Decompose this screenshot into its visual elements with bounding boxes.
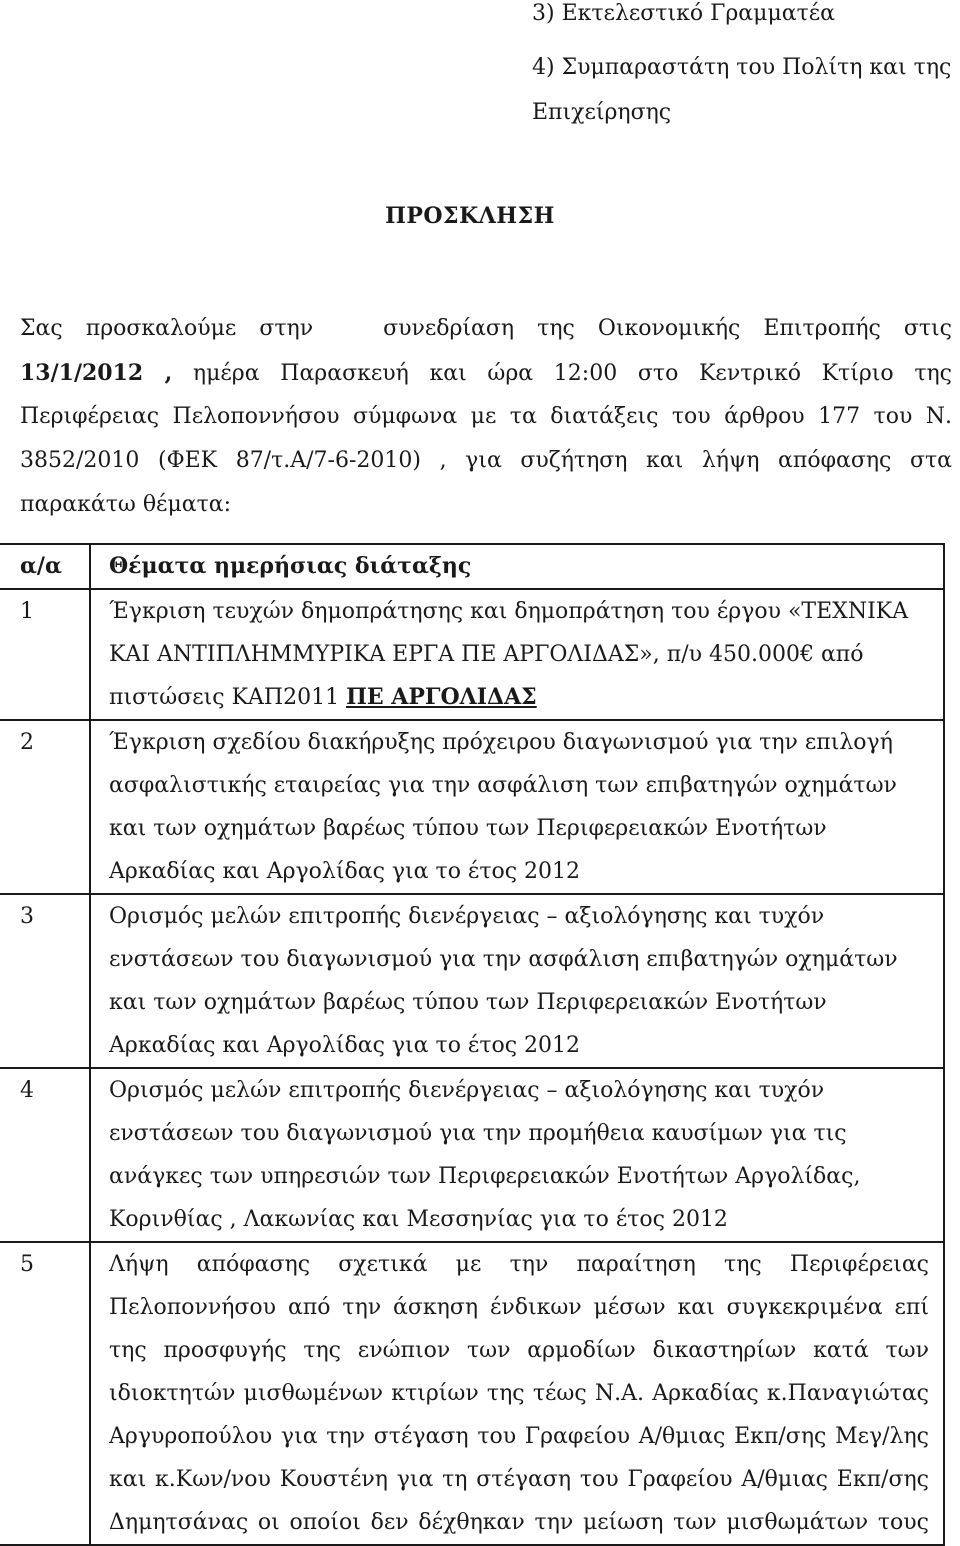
intro-text: συνεδρίαση της Οικονομικής Επιτροπής στις <box>383 316 953 341</box>
row-number: 3 <box>0 894 90 1068</box>
row-topic <box>90 589 944 720</box>
topic-line: Έγκριση τευχών δημοπράτησης και δημοπράτηση του έργου «ΤΕΧΝΙΚΑ <box>109 599 909 624</box>
intro-paragraph <box>20 307 952 527</box>
topic-line: Αρκαδίας και Αργολίδας για το έτος 2012 <box>109 1033 581 1058</box>
topic-text: πιστώσεις ΚΑΠ2011 <box>109 685 347 710</box>
agenda-header-row <box>0 544 944 589</box>
topic-line: Αρκαδίας και Αργολίδας για το έτος 2012 <box>109 859 581 884</box>
intro-line-2 <box>20 351 952 395</box>
row-number: 4 <box>0 1068 90 1242</box>
topic-line: Κορινθίας , Λακωνίας και Μεσσηνίας για το έτος 2012 <box>109 1207 728 1232</box>
meeting-date: 13/1/2012 , <box>20 360 173 386</box>
intro-line-4: 3852/2010 (ΦΕΚ 87/τ.Α/7-6-2010) , για συζήτηση και λήψη απόφασης στα <box>20 448 952 473</box>
row-topic <box>90 894 944 1068</box>
topic-line: της προσφυγής της ενώπιον των αρμοδίων δικαστηρίων κατά των <box>109 1338 929 1363</box>
topic-line: ΚΑΙ ΑΝΤΙΠΛΗΜΜΥΡΙΚΑ ΕΡΓΑ ΠΕ ΑΡΓΟΛΙΔΑΣ», π/υ 450.000€ από <box>109 642 864 667</box>
recipient-item-3: 3) Εκτελεστικό Γραμματέα <box>532 1 836 26</box>
document-title: ΠΡΟΣΚΛΗΣΗ <box>385 203 555 229</box>
row-number: 1 <box>0 589 90 720</box>
row-number: 5 <box>0 1242 90 1545</box>
topic-line: ιδιοκτητών μισθωμένων κτιρίων της τέως Ν.Α. Αρκαδίας κ.Παναγιώτας <box>109 1381 929 1406</box>
recipient-item-4: 4) Συμπαραστάτη του Πολίτη και της <box>532 55 952 80</box>
row-topic <box>90 1068 944 1242</box>
topic-line: ασφαλιστικής εταιρείας για την ασφάλιση των επιβατηγών οχημάτων <box>109 773 897 798</box>
topic-line: ενστάσεων του διαγωνισμού για την ασφάλιση επιβατηγών οχημάτων <box>109 947 898 972</box>
intro-line-5: παρακάτω θέματα: <box>20 492 232 517</box>
header-number: α/α <box>0 544 90 589</box>
row-topic <box>90 1242 944 1545</box>
agenda-table <box>0 543 945 1546</box>
topic-line: ενστάσεων του διαγωνισμού για την προμήθεια καυσίμων για τις <box>109 1121 847 1146</box>
topic-line: και των οχημάτων βαρέως τύπου των Περιφερειακών Ενοτήτων <box>109 816 827 841</box>
intro-text: ημέρα Παρασκευή και ώρα 12:00 στο Κεντρικό Κτίριο της <box>192 361 952 386</box>
topic-line: και των οχημάτων βαρέως τύπου των Περιφερειακών Ενοτήτων <box>109 990 827 1015</box>
table-row <box>0 1242 944 1545</box>
intro-line-3: Περιφέρειας Πελοποννήσου σύμφωνα με τα διατάξεις του άρθρου 177 του Ν. <box>20 404 952 429</box>
header-topic: Θέματα ημερήσιας διάταξης <box>90 544 944 589</box>
table-row <box>0 720 944 894</box>
topic-line <box>109 676 929 719</box>
topic-line: ανάγκες των υπηρεσιών των Περιφερειακών Ενοτήτων Αργολίδας, <box>109 1164 861 1189</box>
topic-line: και κ.Κων/νου Κουστένη για τη στέγαση του Γραφείου Α/θμιας Εκπ/σης <box>109 1467 929 1492</box>
topic-line: Ορισμός μελών επιτροπής διενέργειας – αξιολόγησης και τυχόν <box>109 904 825 929</box>
row-number: 2 <box>0 720 90 894</box>
row-topic <box>90 720 944 894</box>
recipient-item-4-continued: Επιχείρησης <box>532 100 672 125</box>
region-emphasis: ΠΕ ΑΡΓΟΛΙΔΑΣ <box>346 684 537 710</box>
table-row <box>0 894 944 1068</box>
table-row <box>0 1068 944 1242</box>
topic-line: Δημητσάνας οι οποίοι δεν δέχθηκαν την μείωση των μισθωμάτων τους <box>109 1510 929 1535</box>
table-row <box>0 589 944 720</box>
intro-line-1 <box>20 307 952 351</box>
topic-line: Έγκριση σχεδίου διακήρυξης πρόχειρου διαγωνισμού για την επιλογή <box>109 730 893 755</box>
topic-line: Πελοποννήσου από την άσκηση ένδικων μέσων και συγκεκριμένα επί <box>109 1295 929 1320</box>
topic-line: Λήψη απόφασης σχετικά με την παραίτηση της Περιφέρειας <box>109 1252 929 1277</box>
topic-line: Ορισμός μελών επιτροπής διενέργειας – αξιολόγησης και τυχόν <box>109 1078 825 1103</box>
intro-text: Σας προσκαλούμε στην <box>20 316 314 341</box>
topic-line: Αργυροπούλου για την στέγαση του Γραφείου Α/θμιας Εκπ/σης Μεγ/λης <box>109 1424 929 1449</box>
